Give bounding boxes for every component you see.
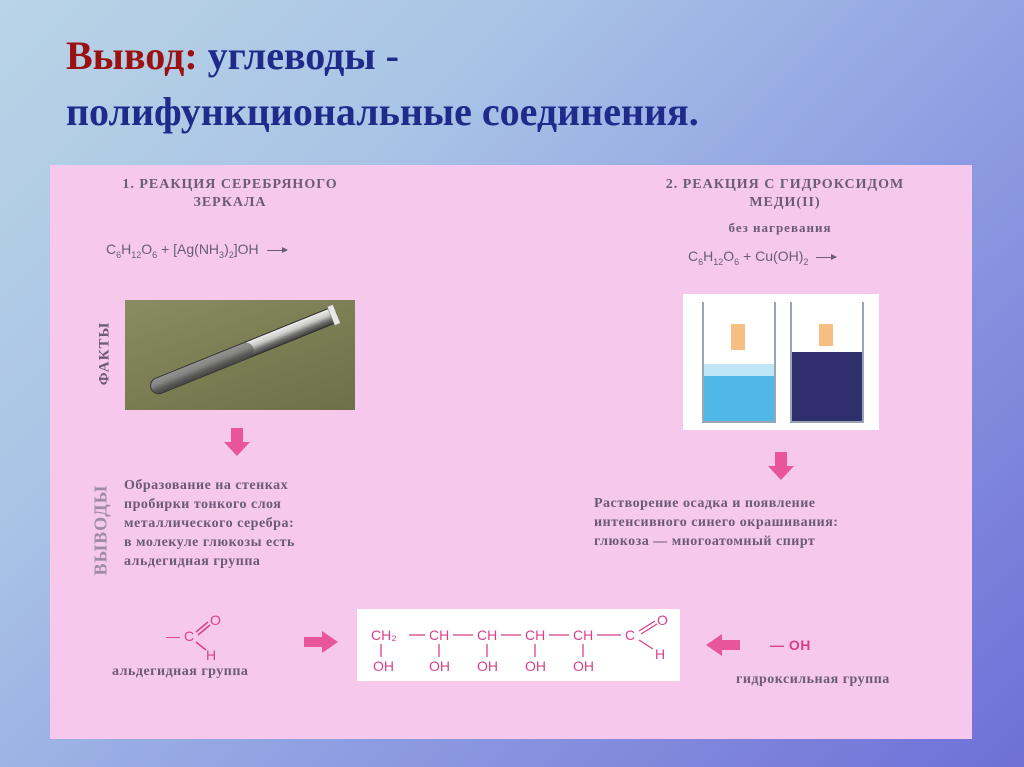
left-heading-line1: 1. РЕАКЦИЯ СЕРЕБРЯНОГО [122,177,338,192]
slide-title [66,28,966,140]
right-equation [688,248,836,267]
eq-reagent: + [Ag(NH [157,241,220,257]
beakers-icon [683,294,879,430]
conclusions-label: ВЫВОДЫ [90,484,111,576]
eq-sub: 12 [131,249,142,260]
left-heading [80,176,380,212]
eq-h: H [121,241,132,257]
left-conclusion-line: Образование на стенках [124,478,289,493]
aldehyde-c: C [184,628,195,644]
eq-reagent: + Cu(OH) [739,248,804,264]
right-heading-line1: 2. РЕАКЦИЯ С ГИДРОКСИДОМ [665,177,905,192]
eq-sub: 2 [228,249,234,260]
eq-o: O [141,241,153,257]
aldehyde-caption: альдегидная группа [112,664,249,679]
hydroxyl-caption: гидроксильная группа [736,672,890,687]
aldehyde-o: O [210,612,221,628]
beakers-photo [683,294,879,430]
title-line-1 [66,28,966,84]
left-conclusion [124,476,295,571]
formula-atom: CH [429,627,450,643]
right-conclusion [594,494,838,551]
left-conclusion-line: металлического серебра: [124,516,295,531]
eq-c: C [688,248,699,264]
eq-reagent: ]OH [233,241,259,257]
aldehyde-h: H [206,647,217,663]
no-heating-label: без нагревания [728,220,832,235]
left-conclusion-line: пробирки тонкого слоя [124,497,282,512]
title-line1-rest: углеводы - [197,33,399,78]
reaction-arrow-icon [267,250,287,251]
left-heading-line2: ЗЕРКАЛА [193,195,267,210]
aldehyde-fragment-icon [160,608,240,664]
eq-sub: 6 [734,256,740,267]
eq-sub: 12 [713,256,724,267]
test-tube-photo [125,300,355,410]
formula-hydroxyl: OH [525,658,546,674]
formula-atom: CH [573,627,594,643]
formula-atom: CH [477,627,498,643]
facts-label: ФАКТЫ [96,321,113,386]
title-accent: Вывод: [66,33,198,78]
right-arrow-icon [304,631,338,653]
formula-atom: CH [525,627,546,643]
formula-h: H [655,646,666,662]
aldehyde-bond: — [166,628,180,644]
eq-sub: 6 [698,256,704,267]
eq-sub: 2 [803,256,809,267]
left-arrow-icon [706,634,740,656]
formula-atom: CH₂ [371,627,397,643]
down-arrow-left-icon [224,428,250,460]
right-conclusion-line: глюкоза — многоатомный спирт [594,534,816,549]
eq-o: O [723,248,735,264]
right-conclusion-line: Растворение осадка и появление [594,496,816,511]
left-conclusion-line: в молекуле глюкозы есть [124,535,295,550]
right-heading [600,176,970,212]
glucose-formula [357,609,680,681]
right-heading-line2: МЕДИ(II) [749,195,821,210]
reaction-arrow-icon [816,257,836,258]
eq-reagent: ) [224,241,229,257]
eq-h: H [703,248,714,264]
right-conclusion-line: интенсивного синего окрашивания: [594,515,839,530]
formula-hydroxyl: OH [429,658,450,674]
left-equation [106,241,287,260]
title-line-2: полифункциональные соединения. [66,89,699,134]
formula-hydroxyl: OH [477,658,498,674]
left-conclusion-line: альдегидная группа [124,554,261,569]
eq-sub: 6 [116,249,122,260]
down-arrow-right-icon [768,452,794,484]
formula-hydroxyl: OH [373,658,394,674]
glucose-formula-box [357,609,680,681]
formula-hydroxyl: OH [573,658,594,674]
formula-bond [639,640,653,649]
eq-c: C [106,241,117,257]
test-tube-icon [125,300,355,410]
eq-sub: 6 [152,249,158,260]
eq-sub: 3 [219,249,225,260]
hydroxyl-fragment: — OH [770,637,811,653]
formula-atom: C [625,627,636,643]
formula-o: O [657,612,668,628]
